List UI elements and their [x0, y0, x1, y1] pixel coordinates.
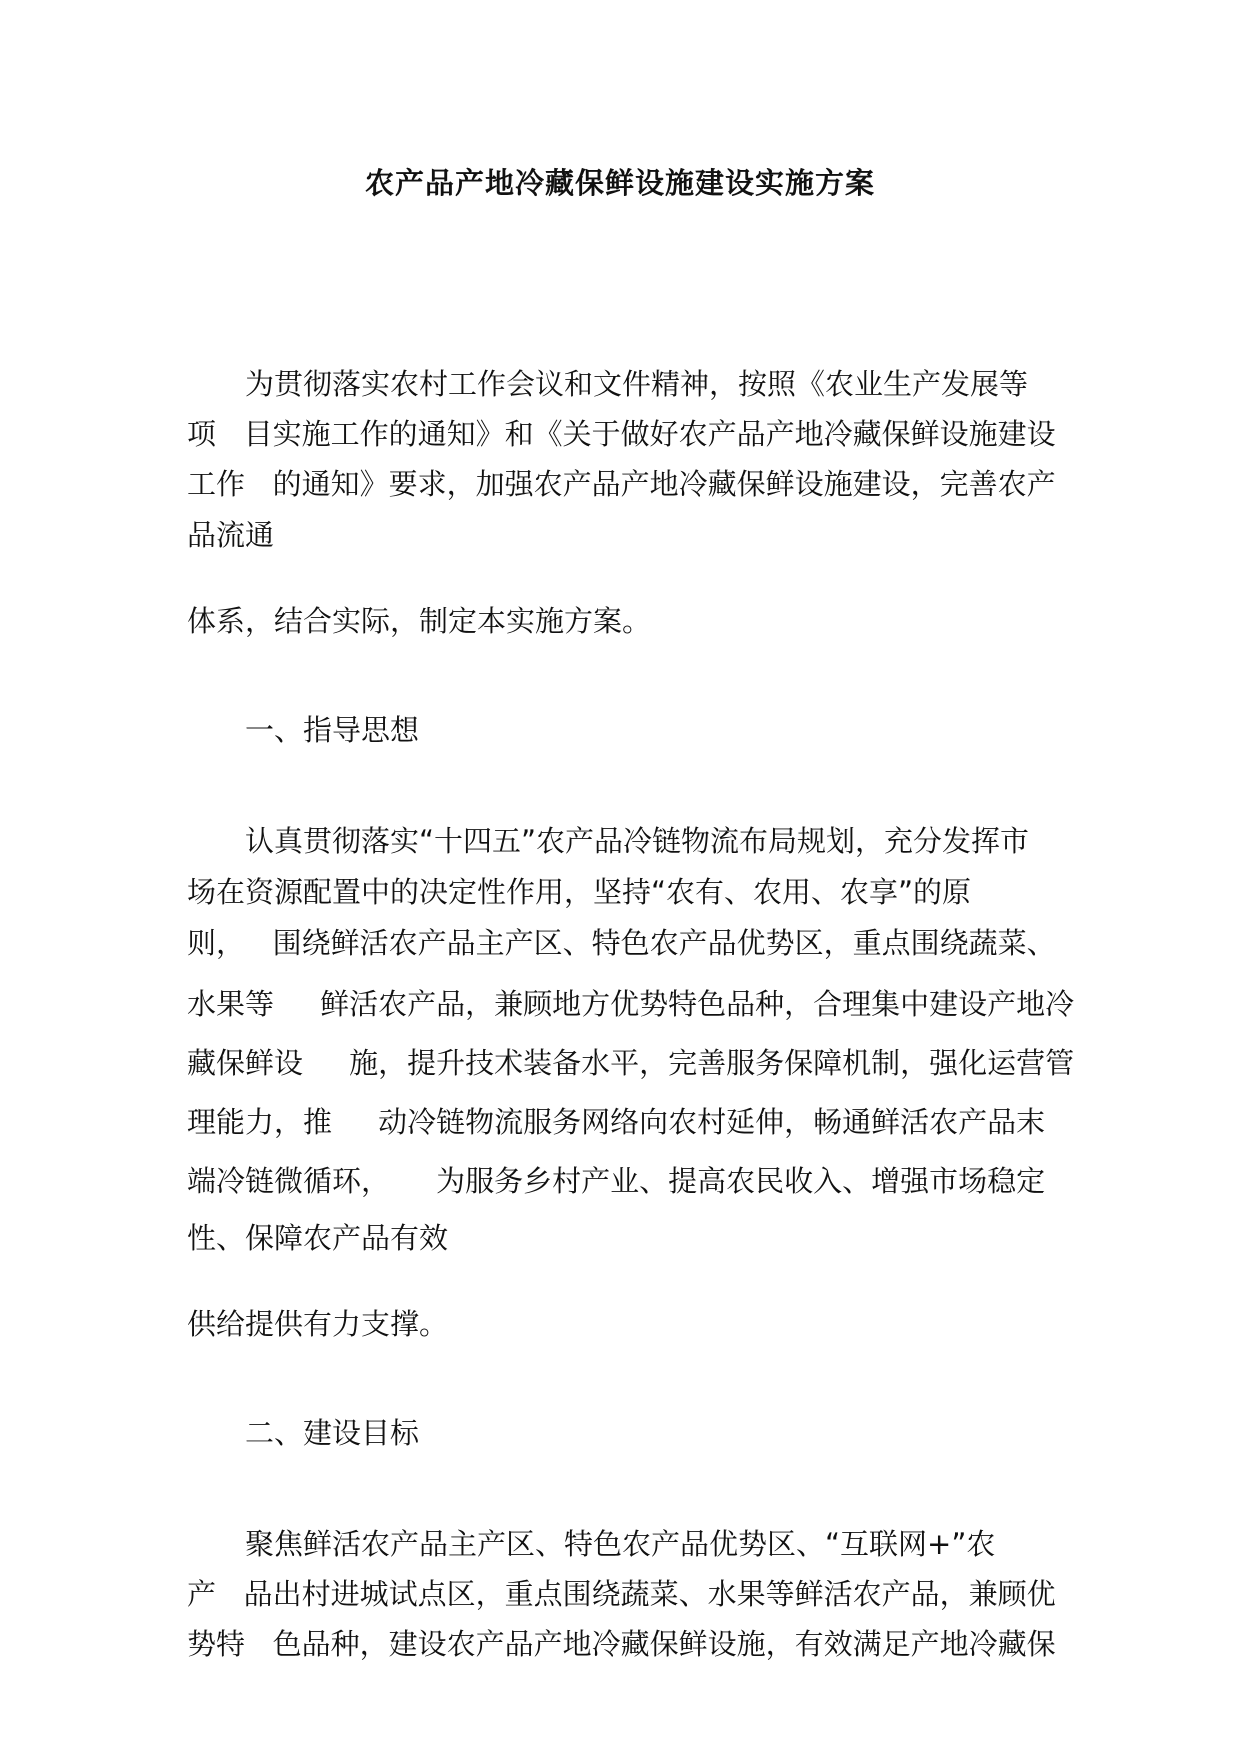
document-title: 农产品产地冷藏保鲜设施建设实施方案 [364, 166, 875, 200]
body-line: 理能力，推 动冷链物流服务网络向农村延伸，畅通鲜活农产品末 [187, 1105, 1046, 1139]
body-line: 藏保鲜设 施，提升技术装备水平，完善服务保障机制，强化运营管 [187, 1046, 1075, 1080]
body-line: 则， 围绕鲜活农产品主产区、特色农产品优势区，重点围绕蔬菜、 [187, 926, 1056, 960]
body-line: 水果等 鲜活农产品，兼顾地方优势特色品种，合理集中建设产地冷 [187, 987, 1075, 1021]
body-line: 势特 色品种，建设农产品产地冷藏保鲜设施，有效满足产地冷藏保 [187, 1627, 1056, 1661]
body-line: 聚焦鲜活农产品主产区、特色农产品优势区、“互联网+”农 [245, 1527, 996, 1561]
body-line: 产 品出村进城试点区，重点围绕蔬菜、水果等鲜活农产品，兼顾优 [187, 1577, 1056, 1611]
body-line: 场在资源配置中的决定性作用，坚持“农有、农用、农享”的原 [187, 875, 972, 909]
intro-line: 为贯彻落实农村工作会议和文件精神，按照《农业生产发展等 [245, 367, 1029, 401]
body-line: 认真贯彻落实“十四五”农产品冷链物流布局规划，充分发挥市 [245, 824, 1030, 858]
body-line: 端冷链微循环， 为服务乡村产业、提高农民收入、增强市场稳定 [187, 1164, 1046, 1198]
section-heading: 一、指导思想 [245, 713, 420, 747]
intro-line: 项 目实施工作的通知》和《关于做好农产品产地冷藏保鲜设施建设 [187, 417, 1056, 451]
intro-line: 品流通 [187, 518, 275, 552]
intro-line: 体系，结合实际，制定本实施方案。 [187, 604, 652, 638]
section-heading: 二、建设目标 [245, 1416, 420, 1450]
body-line: 性、保障农产品有效 [187, 1221, 449, 1255]
intro-line: 工作 的通知》要求，加强农产品产地冷藏保鲜设施建设，完善农产 [187, 467, 1056, 501]
body-line: 供给提供有力支撑。 [187, 1307, 449, 1341]
